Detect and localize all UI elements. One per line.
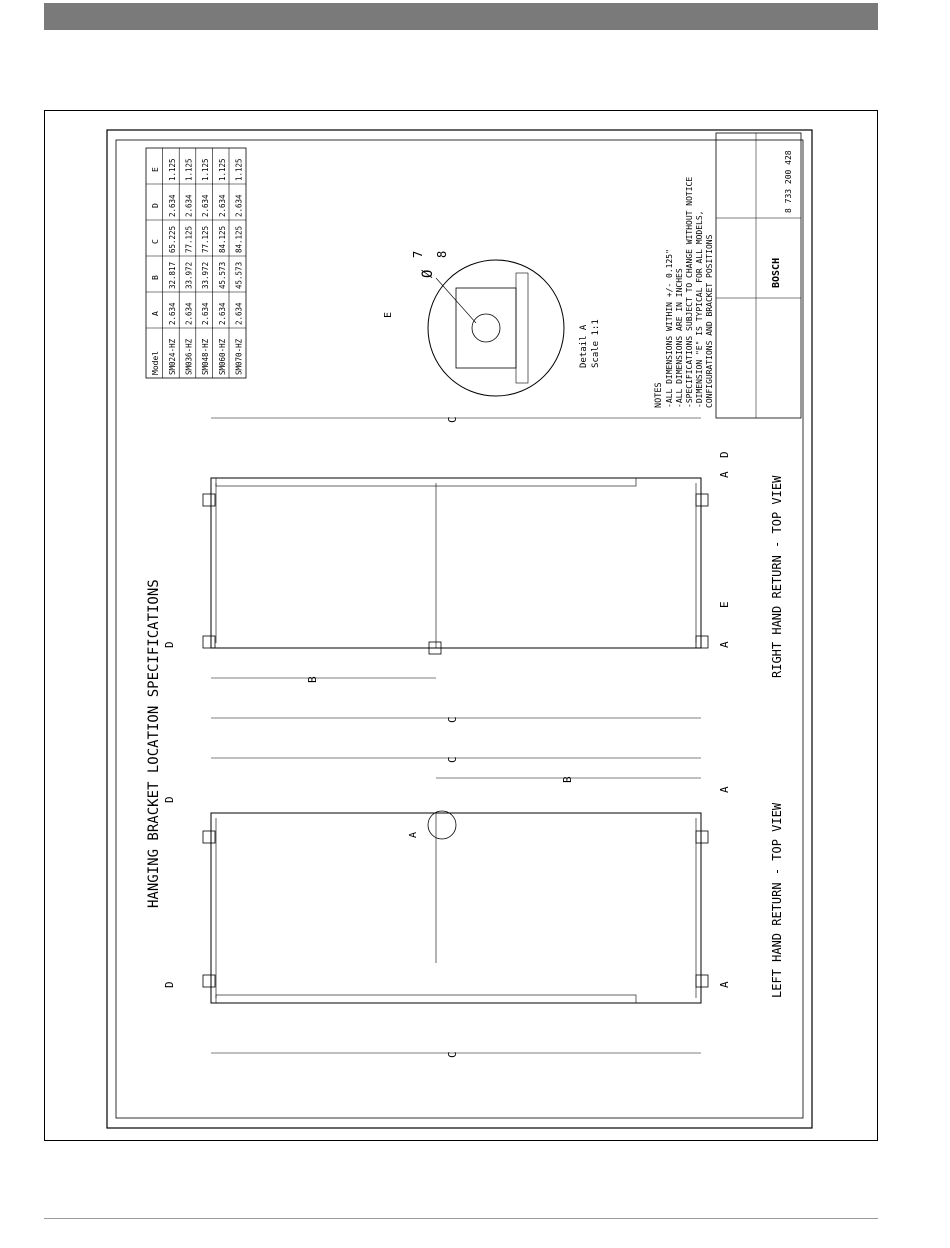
table-header: Model bbox=[151, 350, 160, 375]
table-cell: 1.125 bbox=[184, 158, 194, 181]
table-cell: 2.634 bbox=[168, 194, 177, 217]
table-cell: 2.634 bbox=[201, 194, 211, 217]
dim-label-d: D bbox=[163, 796, 176, 803]
right-view-caption: RIGHT HAND RETURN - TOP VIEW bbox=[770, 475, 784, 678]
notes-line: CONFIGURATIONS AND BRACKET POSITIONS bbox=[705, 234, 714, 408]
table-cell: 2.634 bbox=[184, 302, 194, 325]
notes-line: -ALL DIMENSIONS ARE IN INCHES bbox=[675, 268, 684, 408]
table-cell: 2.634 bbox=[184, 194, 194, 217]
bracket bbox=[696, 636, 708, 648]
dim-label-d: D bbox=[718, 451, 731, 458]
table-cell: 2.634 bbox=[217, 302, 227, 325]
table-cell: 2.634 bbox=[201, 302, 211, 325]
table-cell: SM060-HZ bbox=[217, 338, 227, 375]
bracket bbox=[203, 494, 215, 506]
table-cell: 33.972 bbox=[184, 261, 194, 289]
bracket bbox=[203, 975, 215, 987]
table-cell: 2.634 bbox=[234, 302, 244, 325]
dim-label-d: D bbox=[163, 641, 176, 648]
frac-num: 7 bbox=[411, 250, 425, 258]
dim-label-a: A bbox=[718, 786, 731, 793]
table-cell: 32.817 bbox=[168, 261, 177, 289]
table-header: B bbox=[151, 275, 160, 280]
right-hand-view bbox=[163, 416, 784, 723]
left-view-caption: LEFT HAND RETURN - TOP VIEW bbox=[770, 802, 784, 998]
table-cell: 84.125 bbox=[234, 225, 244, 253]
notes-line: -DIMENSION "E" IS TYPICAL FOR ALL MODELS, bbox=[695, 210, 704, 408]
diameter-symbol: Ø bbox=[420, 269, 436, 278]
table-cell: 65.225 bbox=[168, 225, 177, 253]
table-cell: 77.125 bbox=[201, 225, 211, 253]
table-header: D bbox=[151, 203, 160, 208]
bracket bbox=[203, 636, 215, 648]
drawing-title: HANGING BRACKET LOCATION SPECIFICATIONS bbox=[146, 579, 162, 908]
detail-a-callout-circle bbox=[428, 811, 456, 839]
table-cell: 45.573 bbox=[217, 261, 227, 289]
drawing-number: 8 733 200 428 bbox=[784, 150, 793, 213]
spec-table bbox=[146, 148, 246, 378]
dim-label-e: E bbox=[718, 601, 731, 608]
bracket bbox=[696, 494, 708, 506]
table-cell: 33.972 bbox=[201, 261, 211, 289]
table-cell: 2.634 bbox=[217, 194, 227, 217]
dim-label-e: E bbox=[383, 311, 394, 318]
left-hand-view bbox=[163, 756, 784, 1058]
table-cell: SM024-HZ bbox=[168, 338, 177, 375]
dim-label-a: A bbox=[718, 471, 731, 478]
table-cell: 84.125 bbox=[217, 225, 227, 253]
title-block bbox=[716, 133, 801, 418]
table-cell: 2.634 bbox=[168, 302, 177, 325]
table-cell: 77.125 bbox=[184, 225, 194, 253]
left-unit-outline bbox=[211, 813, 701, 1003]
bracket bbox=[203, 831, 215, 843]
table-cell: SM070-HZ bbox=[234, 338, 244, 375]
table-cell: 1.125 bbox=[217, 158, 227, 181]
detail-label: Detail A bbox=[579, 324, 589, 368]
notes-heading: NOTES bbox=[654, 382, 664, 408]
bosch-logo: BOSCH bbox=[771, 257, 782, 288]
dim-label-b: B bbox=[561, 776, 574, 783]
dim-label-c: C bbox=[446, 716, 459, 723]
table-cell: 1.125 bbox=[201, 158, 211, 181]
table-cell: SM048-HZ bbox=[201, 338, 211, 375]
bracket bbox=[696, 975, 708, 987]
right-unit-outline bbox=[211, 478, 701, 648]
table-header: A bbox=[151, 311, 160, 316]
table-cell: 2.634 bbox=[234, 194, 244, 217]
table-cell: 45.573 bbox=[234, 261, 244, 289]
bracket bbox=[696, 831, 708, 843]
dim-label-a: A bbox=[718, 641, 731, 648]
detail-scale: Scale 1:1 bbox=[591, 319, 601, 368]
dim-label-d: D bbox=[163, 981, 176, 988]
dim-label-a: A bbox=[718, 981, 731, 988]
frac-den: 8 bbox=[435, 250, 449, 258]
detail-a bbox=[383, 251, 601, 396]
detail-a-circle bbox=[428, 260, 564, 396]
table-cell: SM036-HZ bbox=[184, 338, 194, 375]
notes-line: -SPECIFICATIONS SUBJECT TO CHANGE WITHOUT NOTICE bbox=[685, 176, 694, 408]
notes-line: -ALL DIMENSIONS WITHIN +/- 0.125" bbox=[665, 249, 674, 408]
dim-label-c: C bbox=[446, 416, 459, 423]
table-cell: 1.125 bbox=[234, 158, 244, 181]
callout-a: A bbox=[408, 831, 419, 838]
dim-label-c: C bbox=[446, 756, 459, 763]
table-cell: 1.125 bbox=[168, 158, 177, 181]
dim-label-b: B bbox=[306, 676, 319, 683]
dim-label-c: C bbox=[446, 1051, 459, 1058]
notes bbox=[654, 177, 714, 408]
table-header: E bbox=[151, 167, 160, 172]
table-header: C bbox=[151, 239, 160, 244]
